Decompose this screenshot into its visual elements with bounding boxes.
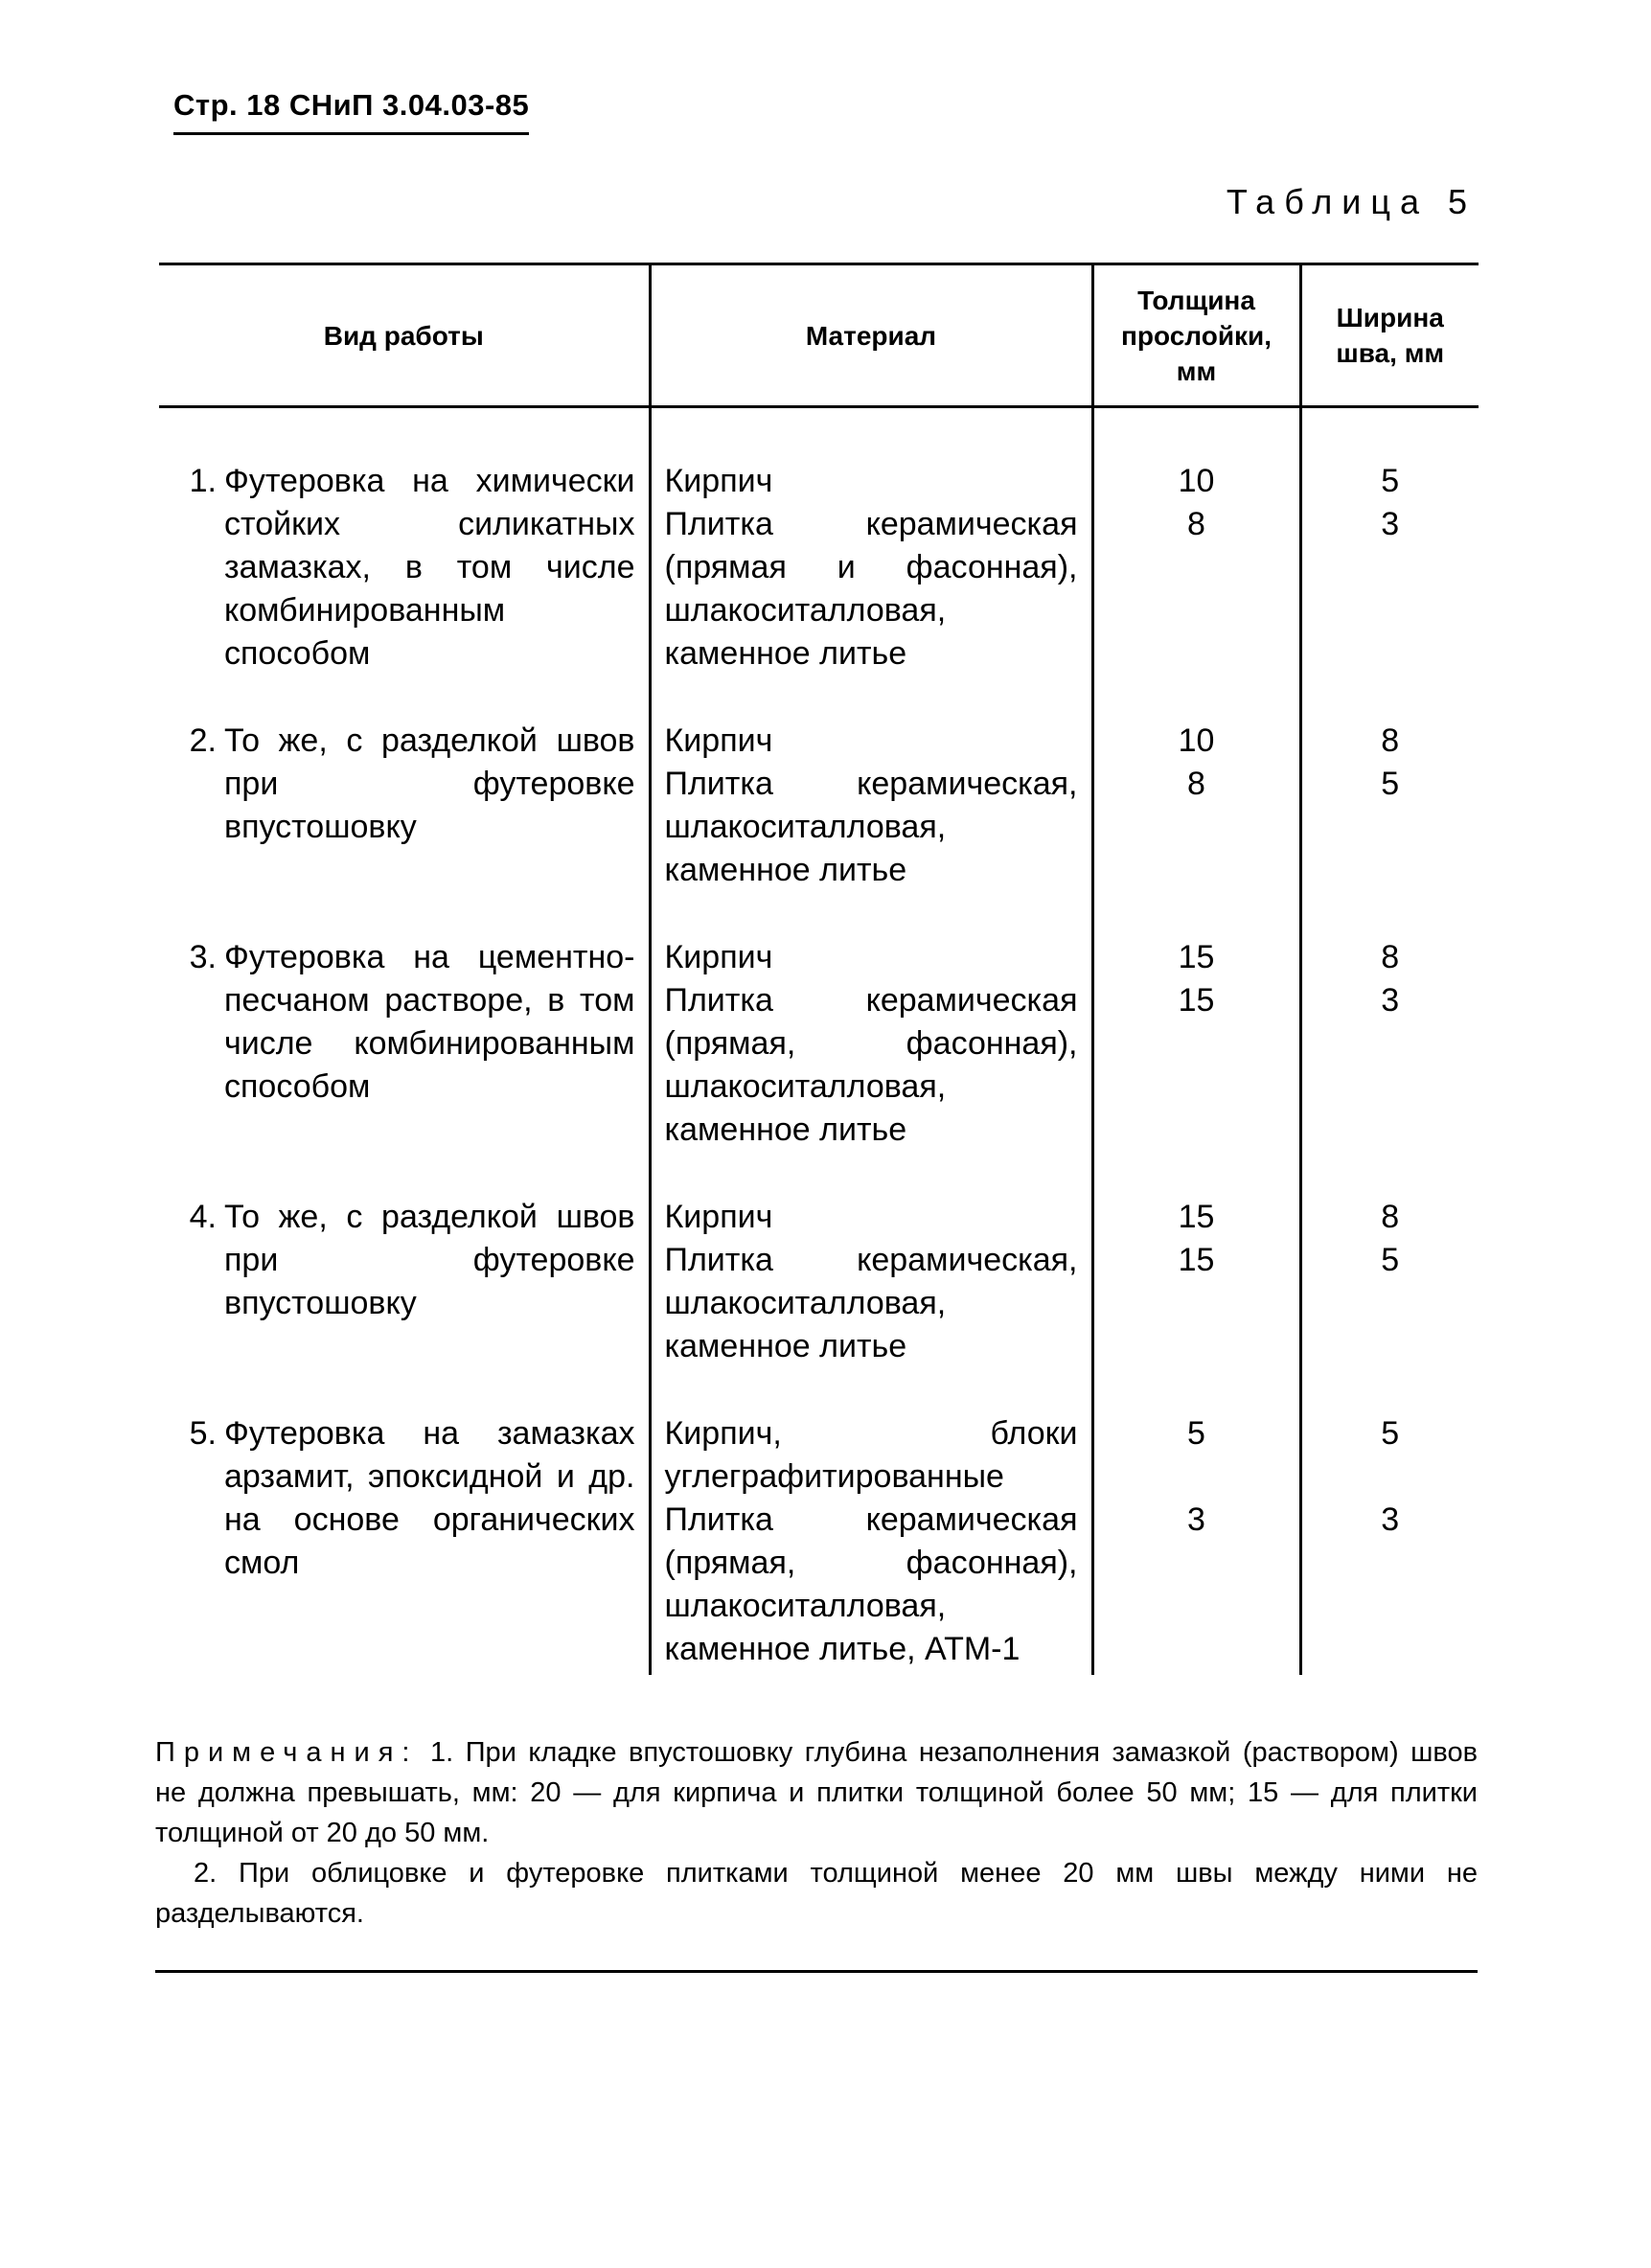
width-value: 5: [1381, 463, 1400, 499]
column-header-width: Ширина шва, мм: [1300, 264, 1479, 407]
material-item: Кирпич: [664, 939, 773, 975]
thickness-value: 15: [1178, 939, 1215, 975]
thickness-cell: [1092, 1412, 1300, 1675]
thickness-cell: [1092, 720, 1300, 936]
thickness-value: 15: [1178, 1242, 1215, 1278]
work-cell: [159, 1196, 650, 1412]
thickness-value: 5: [1187, 1415, 1205, 1452]
thickness-value: 15: [1178, 982, 1215, 1019]
row-number: 1.: [189, 463, 217, 499]
material-item: Кирпич: [664, 463, 773, 499]
column-header-work: Вид работы: [159, 264, 650, 407]
thickness-value: 8: [1187, 506, 1205, 542]
column-header-material: Материал: [650, 264, 1092, 407]
material-cell: [650, 1196, 1092, 1412]
bottom-divider: [155, 1970, 1478, 1973]
width-cell: [1300, 1412, 1479, 1675]
header-row: [159, 264, 1479, 407]
material-item: Плитка керамическая (прямая, фасонная), шлакоситалловая, каменное литье: [664, 982, 1078, 1148]
material-cell: [650, 720, 1092, 936]
work-description: То же, с разделкой швов при футеровке впустошовку: [224, 722, 635, 845]
material-item: Плитка керамическая, шлакоситалловая, каменное литье: [664, 766, 1078, 888]
row-number: 5.: [189, 1415, 217, 1452]
width-cell: [1300, 720, 1479, 936]
width-value: 8: [1381, 1199, 1400, 1235]
width-value: 3: [1381, 982, 1400, 1019]
thickness-value: 8: [1187, 766, 1205, 802]
material-item: Кирпич, блоки углеграфитированные: [664, 1415, 1078, 1495]
column-header-thickness: Толщина прослойки, мм: [1092, 264, 1300, 407]
width-value: 5: [1381, 766, 1400, 802]
thickness-value: 10: [1178, 463, 1215, 499]
thickness-cell: [1092, 407, 1300, 721]
material-cell: [650, 1412, 1092, 1675]
thickness-cell: [1092, 936, 1300, 1196]
width-value: 5: [1381, 1415, 1400, 1452]
work-description: Футеровка на цементно-песчаном растворе, в том числе комбинированным способом: [224, 939, 635, 1105]
thickness-value: 3: [1187, 1501, 1205, 1538]
width-value: 3: [1381, 1501, 1400, 1538]
work-description: Футеровка на химически стойких силикатных замазках, в том числе комбинированным способом: [224, 463, 635, 672]
material-item: Кирпич: [664, 722, 773, 759]
thickness-cell: [1092, 1196, 1300, 1412]
material-item: Кирпич: [664, 1199, 773, 1235]
width-cell: [1300, 936, 1479, 1196]
material-item: Плитка керамическая, шлакоситалловая, каменное литье: [664, 1242, 1078, 1364]
note-1: [155, 1732, 1478, 1853]
work-cell: [159, 720, 650, 936]
work-description: То же, с разделкой швов при футеровке впустошовку: [224, 1199, 635, 1321]
notes: [155, 1732, 1478, 1934]
thickness-value: 10: [1178, 722, 1215, 759]
thickness-value: 15: [1178, 1199, 1215, 1235]
material-cell: [650, 407, 1092, 721]
notes-label: Примечания:: [155, 1737, 419, 1768]
table-row: [159, 1196, 1479, 1412]
note-2: 2. При облицовке и футеровке плитками толщиной менее 20 мм швы между ними не разделываются.: [155, 1858, 1478, 1929]
data-table: [159, 263, 1479, 1675]
width-value: 8: [1381, 939, 1400, 975]
table-title: Таблица 5: [1226, 182, 1477, 221]
work-description: Футеровка на замазках арзамит, эпоксидной и др. на основе органических смол: [224, 1415, 635, 1581]
page-header: Стр. 18 СНиП 3.04.03-85: [173, 88, 529, 135]
width-value: 3: [1381, 506, 1400, 542]
table-row: [159, 1412, 1479, 1675]
width-cell: [1300, 1196, 1479, 1412]
width-value: 5: [1381, 1242, 1400, 1278]
table-row: [159, 407, 1479, 721]
row-number: 3.: [189, 939, 217, 975]
material-item: Плитка керамическая (прямая и фасонная), шлакоситалловая, каменное литье: [664, 506, 1078, 672]
width-cell: [1300, 407, 1479, 721]
table-row: [159, 936, 1479, 1196]
row-number: 4.: [189, 1199, 217, 1235]
note-1-text: 1. При кладке впустошовку глубина незаполнения замазкой (раствором) швов не должна превышать, мм: 20 — для кирпича и плитки толщиной более 50 мм; 15 — для плитки толщиной от 20 до 50 мм.: [155, 1737, 1478, 1848]
material-cell: [650, 936, 1092, 1196]
row-number: 2.: [189, 722, 217, 759]
work-cell: [159, 936, 650, 1196]
work-cell: [159, 1412, 650, 1675]
width-value: 8: [1381, 722, 1400, 759]
work-cell: [159, 407, 650, 721]
material-item: Плитка керамическая (прямая, фасонная), шлакоситалловая, каменное литье, АТМ-1: [664, 1501, 1078, 1667]
table-row: [159, 720, 1479, 936]
